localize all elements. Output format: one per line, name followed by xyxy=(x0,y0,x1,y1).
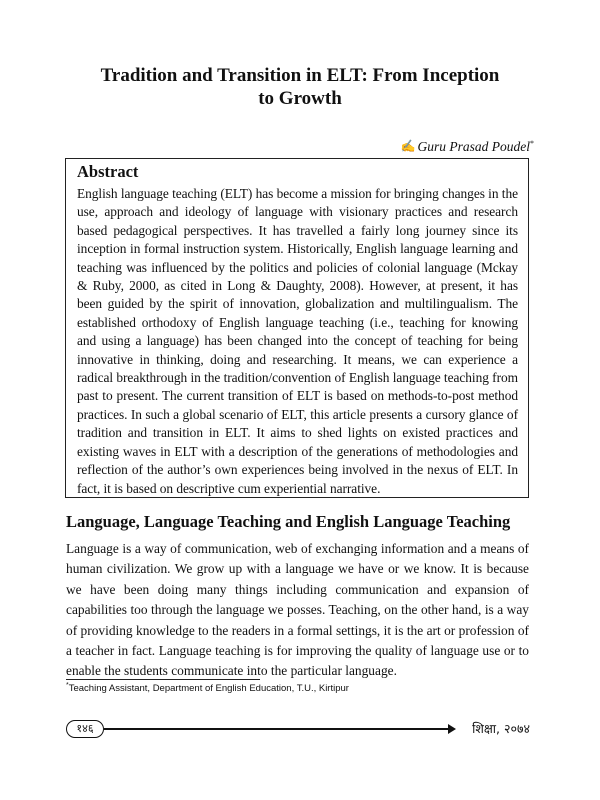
article-title-line-2: to Growth xyxy=(258,88,342,109)
page-footer xyxy=(66,718,530,742)
abstract-heading: Abstract xyxy=(77,162,139,181)
footnote-divider xyxy=(66,679,260,680)
pen-icon: ✍ xyxy=(400,139,416,153)
abstract-text: English language teaching (ELT) has become a mission for bringing changes in the use, approach and ideology of language with visionary practices and research based pedagogical perspectives. It has travelled a fairly long journey since its inception in formal instruction system. Historically, English language learning and teaching was influenced by the politics and policies of colonial language (Mckay & Ruby, 2000, as cited in Long & Daughty, 2008). However, at present, it has been guided by the spirit of innovation, globalization and multilingualism. The established orthodoxy of English language teaching (i.e., teaching for knowing and using a language) has been changed into the concept of teaching for being innovative in thinking, doing and researching. It means, we can experience a radical breakthrough in the tradition/convention of English language teaching from past to present. The current transition of ELT is based on methods-to-post method practices. In such a global scenario of ELT, this article presents a cursory glance of tradition and transition in ELT. It aims to shed lights on existed practices and existing waves in ELT with a description of the generations of methodologies and reflection of the author’s own experiences being involved in the nexus of ELT. In fact, it is based on descriptive cum experiential narrative. xyxy=(77,186,519,496)
author-byline xyxy=(401,139,534,155)
footnote xyxy=(66,682,349,694)
abstract-box xyxy=(65,158,529,498)
journal-name: शिक्षा, २०७४ xyxy=(472,721,530,736)
page-number-badge: १४६ xyxy=(66,720,104,738)
article-title xyxy=(60,64,540,110)
author-name: Guru Prasad Poudel xyxy=(417,139,530,154)
section-heading: Language, Language Teaching and English Language Teaching xyxy=(66,512,511,531)
author-footnote-marker: * xyxy=(530,139,534,148)
footer-rule xyxy=(104,728,448,730)
article-title-line-1: Tradition and Transition in ELT: From Inception xyxy=(100,65,500,86)
footnote-text: Teaching Assistant, Department of English Education, T.U., Kirtipur xyxy=(68,683,349,695)
footnote-marker: * xyxy=(66,682,69,689)
arrow-right-icon xyxy=(448,724,456,734)
section-paragraph: Language is a way of communication, web of exchanging information and a means of human civilization. We grow up with a language we have or we know. It is because we have been doing many things including communication and expansion of capabilities too through the language we posses. Teaching, on the other hand, is a way of providing knowledge to the readers in a formal settings, it is the art or profession of a teacher in fact. Language teaching is for improving the quality of language use or to enable the students communicate into the particular language. xyxy=(66,541,529,679)
